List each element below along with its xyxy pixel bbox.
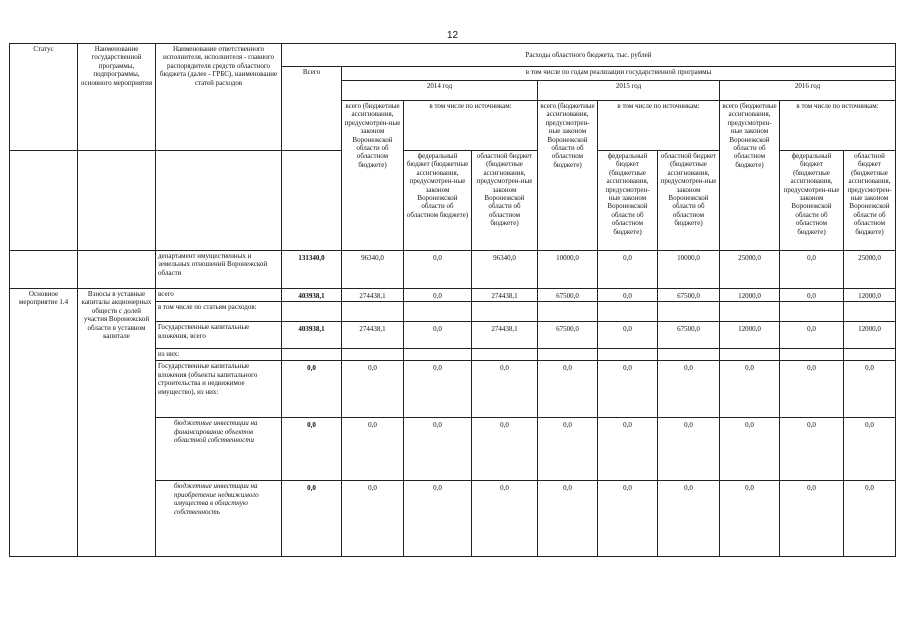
header-2016-sources: в том числе по источникам: xyxy=(780,101,896,151)
header-year-2016: 2016 год xyxy=(720,81,896,101)
table-row: департамент имущественных и земельных отношений Воронежской области 131340,0 96340,0 0,0 96340,0 10000,0 0,0 10000,0 25000,0 0,0 25000,0 xyxy=(10,251,896,289)
header-2014-federal: федеральный бюджет (бюджетные ассигнования, предусмотрен-ные законом Воронежской области об областном бюджете) xyxy=(404,151,472,251)
header-expenses: Расходы областного бюджета, тыс. рублей xyxy=(282,44,896,67)
header-2015-federal: федеральный бюджет (бюджетные ассигнования, предусмотрен-ные законом Воронежской области об областном бюджете) xyxy=(598,151,658,251)
header-total: Всего xyxy=(282,67,342,151)
header-2015-regional: областной бюджет (бюджетные ассигнования, предусмотрен-ные законом Воронежской области об областном бюджете) xyxy=(658,151,720,251)
header-2016-federal: федеральный бюджет (бюджетные ассигнования, предусмотрен-ные законом Воронежской области об областном бюджете) xyxy=(780,151,844,251)
page-number: 12 xyxy=(446,30,459,41)
table-row: бюджетные инвестиции на финансирование объектов областной собственности 0,0 0,0 0,0 0,0 0,0 0,0 0,0 0,0 0,0 0,0 xyxy=(10,418,896,481)
header-2016-total: всего (бюджетные ассигнования, предусмотрен-ные законом Воронежской области об областном бюджете) xyxy=(720,101,780,251)
row-label: Государственные капитальные вложения (объекты капитального строительства и недвижимое имущество), из них: xyxy=(156,361,282,418)
header-2014-total: всего (бюджетные ассигнования, предусмотрен-ные законом Воронежской области об областном бюджете) xyxy=(342,101,404,251)
row-label: департамент имущественных и земельных отношений Воронежской области xyxy=(156,251,282,289)
row-label: бюджетные инвестиции на финансирование объектов областной собственности xyxy=(156,418,282,481)
table-row: Государственные капитальные вложения, всего 403938,1 274438,1 0,0 274438,1 67500,0 0,0 67500,0 12000,0 0,0 12000,0 xyxy=(10,322,896,349)
header-status: Статус xyxy=(10,44,78,151)
measure-status: Основное мероприятие 1.4 xyxy=(10,289,78,557)
table-row: Основное мероприятие 1.4 Взносы в уставные капиталы акционерных обществ с долей участия Воронежской области в уставном капитале всего 403938,1 274438,1 0,0 274438,1 67500,0 0,0 67500,0 12000,0 0,0 12000,0 xyxy=(10,289,896,302)
header-program-name: Наименование государственной программы, подпрограммы, основного мероприятия xyxy=(78,44,156,151)
header-year-2015: 2015 год xyxy=(538,81,720,101)
header-year-2014: 2014 год xyxy=(342,81,538,101)
row-label: бюджетные инвестиции на приобретение недвижимого имущества в областную собственность xyxy=(156,481,282,557)
header-2015-total: всего (бюджетные ассигнования, предусмотрен-ные законом Воронежской области об областном бюджете) xyxy=(538,101,598,251)
table-row: бюджетные инвестиции на приобретение недвижимого имущества в областную собственность 0,0 0,0 0,0 0,0 0,0 0,0 0,0 0,0 0,0 0,0 xyxy=(10,481,896,557)
row-label: из них: xyxy=(156,349,282,361)
budget-table xyxy=(9,43,896,557)
row-label: всего xyxy=(156,289,282,302)
header-2015-sources: в том числе по источникам: xyxy=(598,101,720,151)
header-by-years: в том числе по годам реализации государственной программы xyxy=(342,67,896,81)
header-2016-regional: областной бюджет (бюджетные ассигнования, предусмотрен-ные законом Воронежской области об областном бюджете) xyxy=(844,151,896,251)
measure-program: Взносы в уставные капиталы акционерных обществ с долей участия Воронежской области в уставном капитале xyxy=(78,289,156,557)
row-label: Государственные капитальные вложения, всего xyxy=(156,322,282,349)
header-executor: Наименование ответственного исполнителя, исполнителя - главного распорядителя средств областного бюджета (далее - ГРБС), наименование статей расходов xyxy=(156,44,282,151)
header-2014-sources: в том числе по источникам: xyxy=(404,101,538,151)
table-row: Государственные капитальные вложения (объекты капитального строительства и недвижимое имущество), из них: 0,0 0,0 0,0 0,0 0,0 0,0 0,0 0,0 0,0 0,0 xyxy=(10,361,896,418)
header-2014-regional: областной бюджет (бюджетные ассигнования, предусмотрен-ные законом Воронежской области об областном бюджете) xyxy=(472,151,538,251)
row-label: в том числе по статьям расходов: xyxy=(156,302,282,322)
